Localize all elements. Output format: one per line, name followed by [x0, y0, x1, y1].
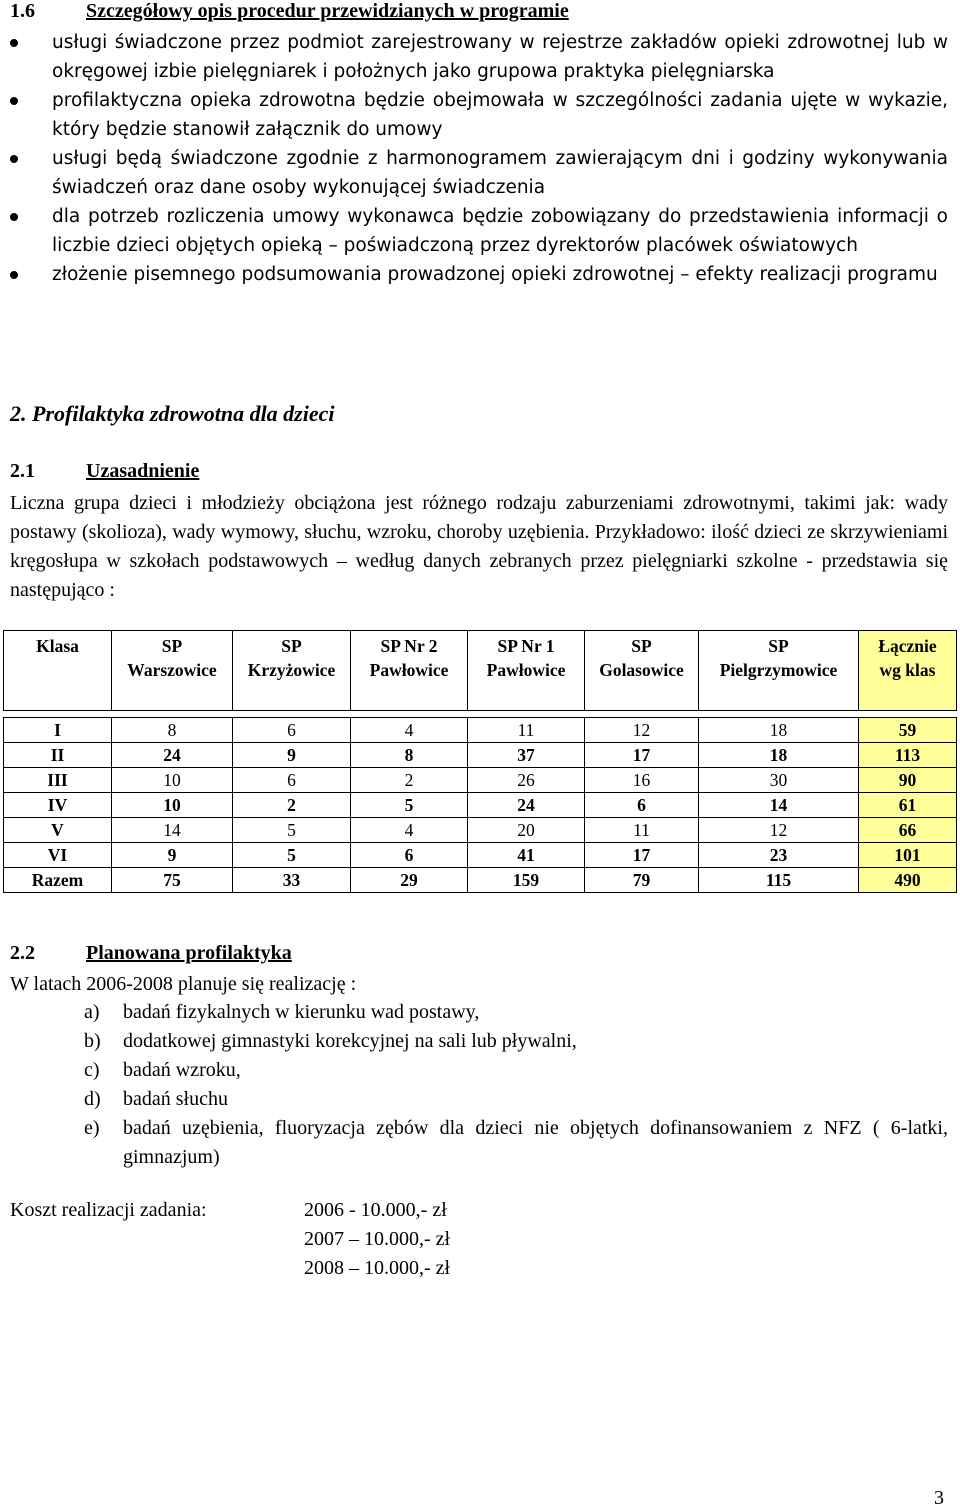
- table-cell: 30: [699, 768, 859, 793]
- table-cell: 11: [585, 818, 699, 843]
- table-cell: 4: [351, 718, 468, 743]
- table-body: [4, 711, 957, 893]
- list-item: usługi będą świadczone zgodnie z harmonogramem zawierającym dni i godziny wykonywania świadczeń oraz dane osoby wykonującej świadczenia: [0, 144, 948, 202]
- cost-years: [304, 1196, 450, 1283]
- table-cell: 159: [468, 868, 585, 893]
- section-1-6-heading: [10, 0, 569, 23]
- table-cell: 6: [585, 793, 699, 818]
- table-cell: 14: [699, 793, 859, 818]
- section-title: Planowana profilaktyka: [86, 942, 292, 964]
- list-item: dla potrzeb rozliczenia umowy wykonawca będzie zobowiązany do przedstawienia informacji o liczbie dzieci objętych opieką – poświadczoną przez dyrektorów placówek oświatowych: [0, 202, 948, 260]
- bullet-icon: [10, 39, 18, 47]
- table-cell: 5: [233, 843, 351, 868]
- cost-year: 2007 – 10.000,- zł: [304, 1228, 451, 1250]
- table-row: [4, 818, 957, 843]
- table-row: [4, 743, 957, 768]
- table-cell: 14: [112, 818, 233, 843]
- header-school: SP Krzyżowice: [233, 631, 351, 711]
- table-row: [4, 793, 957, 818]
- table-cell: 6: [233, 768, 351, 793]
- table-cell: 23: [699, 843, 859, 868]
- table-cell: 6: [233, 718, 351, 743]
- list-item: złożenie pisemnego podsumowania prowadzonej opieki zdrowotnej – efekty realizacji programu: [0, 260, 948, 289]
- table-cell: 29: [351, 868, 468, 893]
- table-cell: 8: [112, 718, 233, 743]
- table-cell: 20: [468, 818, 585, 843]
- total-cell: 66: [859, 818, 957, 843]
- table-cell: 10: [112, 793, 233, 818]
- row-label: V: [4, 818, 112, 843]
- page-number: 3: [934, 1487, 944, 1509]
- table-cell: 2: [351, 768, 468, 793]
- row-label: Razem: [4, 868, 112, 893]
- table-cell: 5: [351, 793, 468, 818]
- table-cell: 18: [699, 718, 859, 743]
- header-school: SP Nr 1 Pawłowice: [468, 631, 585, 711]
- total-cell: 490: [859, 868, 957, 893]
- table-cell: 17: [585, 743, 699, 768]
- list-item: e) badań uzębienia, fluoryzacja zębów dla dzieci nie objętych dofinansowaniem z NFZ ( 6-latki, gimnazjum): [84, 1117, 948, 1168]
- list-item: usługi świadczone przez podmiot zarejestrowany w rejestrze zakładów opieki zdrowotnej lub w okręgowej izbie pielęgniarek i położnych jako grupowa praktyka pielęgniarska: [0, 28, 948, 86]
- list-item: a) badań fizykalnych w kierunku wad postawy,: [84, 1001, 480, 1023]
- bullet-icon: [10, 271, 18, 279]
- total-cell: 90: [859, 768, 957, 793]
- table-cell: 33: [233, 868, 351, 893]
- section-number: 2.1: [10, 460, 35, 482]
- header-total: Łącznie wg klas: [859, 631, 957, 711]
- table-cell: 41: [468, 843, 585, 868]
- table-cell: 12: [699, 818, 859, 843]
- procedure-list: [0, 28, 948, 289]
- table-cell: 4: [351, 818, 468, 843]
- table-cell: 6: [351, 843, 468, 868]
- table-cell: 75: [112, 868, 233, 893]
- table-cell: 9: [233, 743, 351, 768]
- table-cell: 9: [112, 843, 233, 868]
- section-2-2-heading: [10, 942, 292, 965]
- header-school: SP Nr 2 Pawłowice: [351, 631, 468, 711]
- total-cell: 59: [859, 718, 957, 743]
- spacer-row: [4, 711, 957, 718]
- cost-label: Koszt realizacji zadania:: [10, 1199, 207, 1221]
- row-label: II: [4, 743, 112, 768]
- row-label: I: [4, 718, 112, 743]
- total-cell: 61: [859, 793, 957, 818]
- table-cell: 2: [233, 793, 351, 818]
- list-item: d) badań słuchu: [84, 1088, 228, 1110]
- table-row: [4, 718, 957, 743]
- cost-year: 2006 - 10.000,- zł: [304, 1199, 447, 1221]
- table-cell: 10: [112, 768, 233, 793]
- section-number: 1.6: [10, 0, 35, 22]
- cost-year: 2008 – 10.000,- zł: [304, 1257, 451, 1279]
- table-row: [4, 768, 957, 793]
- justification-paragraph: Liczna grupa dzieci i młodzieży obciążona jest różnego rodzaju zaburzeniami zdrowotnymi, takimi jak: wady postawy (skolioza), wady wymowy, słuchu, wzroku, choroby uzębienia. Przykładowo: ilość dzieci ze skrzywieniami kręgosłupa w szkołach podstawowych – według danych zebranych przez pielęgniarki szkolne - przedstawia się następująco :: [10, 492, 948, 601]
- table-cell: 24: [468, 793, 585, 818]
- scoliosis-table: [3, 630, 957, 893]
- table-row: [4, 843, 957, 868]
- section-title: Uzasadnienie: [86, 460, 200, 482]
- bullet-icon: [10, 97, 18, 105]
- list-item: c) badań wzroku,: [84, 1059, 241, 1081]
- table-cell: 5: [233, 818, 351, 843]
- table-row: [4, 868, 957, 893]
- total-cell: 113: [859, 743, 957, 768]
- table-cell: 12: [585, 718, 699, 743]
- table-cell: 17: [585, 843, 699, 868]
- row-label: VI: [4, 843, 112, 868]
- row-label: III: [4, 768, 112, 793]
- section-2-1-heading: [10, 460, 199, 483]
- header-school: SP Warszowice: [112, 631, 233, 711]
- table-cell: 18: [699, 743, 859, 768]
- section-2-heading: 2. Profilaktyka zdrowotna dla dzieci: [10, 401, 335, 426]
- table-cell: 8: [351, 743, 468, 768]
- section-number: 2.2: [10, 942, 35, 964]
- table-cell: 24: [112, 743, 233, 768]
- row-label: IV: [4, 793, 112, 818]
- table-cell: 11: [468, 718, 585, 743]
- plan-intro: W latach 2006-2008 planuje się realizację :: [10, 973, 357, 995]
- table-cell: 115: [699, 868, 859, 893]
- bullet-icon: [10, 213, 18, 221]
- table-cell: 16: [585, 768, 699, 793]
- section-title: Szczegółowy opis procedur przewidzianych w programie: [86, 0, 569, 22]
- list-item: b) dodatkowej gimnastyki korekcyjnej na sali lub pływalni,: [84, 1030, 577, 1052]
- bullet-icon: [10, 155, 18, 163]
- total-cell: 101: [859, 843, 957, 868]
- table-cell: 37: [468, 743, 585, 768]
- list-item: profilaktyczna opieka zdrowotna będzie obejmowała w szczególności zadania ujęte w wykazie, który będzie stanowił załącznik do umowy: [0, 86, 948, 144]
- plan-list: [84, 998, 948, 1172]
- table-cell: 26: [468, 768, 585, 793]
- table-header-row: [4, 631, 957, 711]
- table-cell: 79: [585, 868, 699, 893]
- header-school: SP Golasowice: [585, 631, 699, 711]
- header-klasa: Klasa: [4, 631, 112, 711]
- header-school: SP Pielgrzymowice: [699, 631, 859, 711]
